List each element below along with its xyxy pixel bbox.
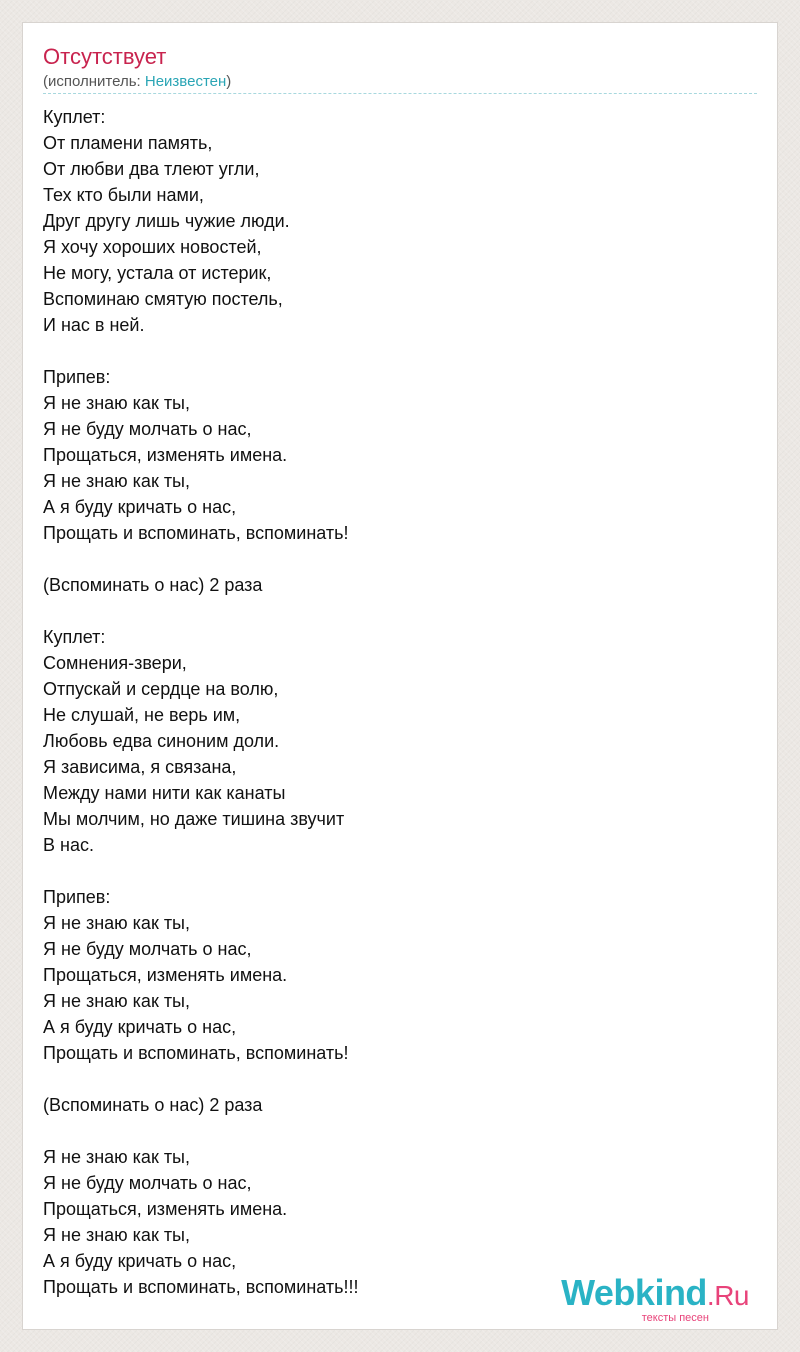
lyric-line: Я не буду молчать о нас,: [43, 419, 252, 439]
lyric-line: Мы молчим, но даже тишина звучит: [43, 809, 345, 829]
lyric-line: (Вспоминать о нас) 2 раза: [43, 575, 263, 595]
lyric-line: Прощаться, изменять имена.: [43, 965, 288, 985]
logo-wordmark: [549, 1272, 749, 1314]
lyric-line: Я не знаю как ты,: [43, 991, 190, 1011]
lyric-line: Между нами нити как канаты: [43, 783, 286, 803]
stanza-gap: [43, 1066, 743, 1092]
stanza-gap: [43, 598, 743, 624]
lyric-line: Я не буду молчать о нас,: [43, 939, 252, 959]
lyric-line: Куплет:: [43, 627, 106, 647]
lyric-line: Прощаться, изменять имена.: [43, 1199, 288, 1219]
lyrics-card: [22, 22, 778, 1330]
lyric-line: Я хочу хороших новостей,: [43, 237, 262, 257]
lyric-line: Куплет:: [43, 107, 106, 127]
lyric-line: Припев:: [43, 367, 111, 387]
lyric-line: И нас в ней.: [43, 315, 145, 335]
stanza-gap: [43, 338, 743, 364]
lyric-line: Я не знаю как ты,: [43, 913, 190, 933]
lyric-line: Сомнения-звери,: [43, 653, 187, 673]
lyric-line: Я не буду молчать о нас,: [43, 1173, 252, 1193]
lyric-line: Прощаться, изменять имена.: [43, 445, 288, 465]
lyric-line: А я буду кричать о нас,: [43, 1017, 237, 1037]
song-title: Отсутствует: [43, 44, 167, 69]
lyrics-body: [43, 104, 743, 1300]
lyric-line: Я не знаю как ты,: [43, 393, 190, 413]
lyric-line: А я буду кричать о нас,: [43, 1251, 237, 1271]
lyric-line: Отпускай и сердце на волю,: [43, 679, 279, 699]
title-divider: [43, 93, 757, 94]
stanza-gap: [43, 858, 743, 884]
lyric-line: В нас.: [43, 835, 94, 855]
song-meta: [43, 72, 231, 92]
lyric-line: От пламени память,: [43, 133, 213, 153]
lyric-line: Прощать и вспоминать, вспоминать!: [43, 1043, 349, 1063]
logo-tld: .Ru: [706, 1280, 749, 1311]
lyric-line: А я буду кричать о нас,: [43, 497, 237, 517]
lyric-line: Прощать и вспоминать, вспоминать!!!: [43, 1277, 359, 1297]
lyric-line: Тех кто были нами,: [43, 185, 204, 205]
lyric-line: Друг другу лишь чужие люди.: [43, 211, 290, 231]
lyric-line: Я не знаю как ты,: [43, 471, 190, 491]
lyric-line: Я не знаю как ты,: [43, 1225, 190, 1245]
lyric-line: Не могу, устала от истерик,: [43, 263, 272, 283]
stanza-gap: [43, 546, 743, 572]
stanza-gap: [43, 1118, 743, 1144]
lyric-line: Прощать и вспоминать, вспоминать!: [43, 523, 349, 543]
artist-link[interactable]: Неизвестен: [144, 73, 227, 90]
meta-prefix: (исполнитель:: [43, 73, 145, 90]
logo-name: Webkind: [561, 1272, 707, 1313]
lyric-line: Я не знаю как ты,: [43, 1147, 190, 1167]
lyric-line: Не слушай, не верь им,: [43, 705, 241, 725]
lyric-line: Вспоминаю смятую постель,: [43, 289, 283, 309]
lyric-line: От любви два тлеют угли,: [43, 159, 260, 179]
lyric-line: Припев:: [43, 887, 111, 907]
site-logo[interactable]: [549, 1272, 749, 1324]
meta-suffix: ): [226, 73, 232, 90]
lyric-line: Я зависима, я связана,: [43, 757, 237, 777]
logo-tagline: тексты песен: [641, 1312, 709, 1324]
lyric-line: (Вспоминать о нас) 2 раза: [43, 1095, 263, 1115]
lyric-line: Любовь едва синоним доли.: [43, 731, 280, 751]
